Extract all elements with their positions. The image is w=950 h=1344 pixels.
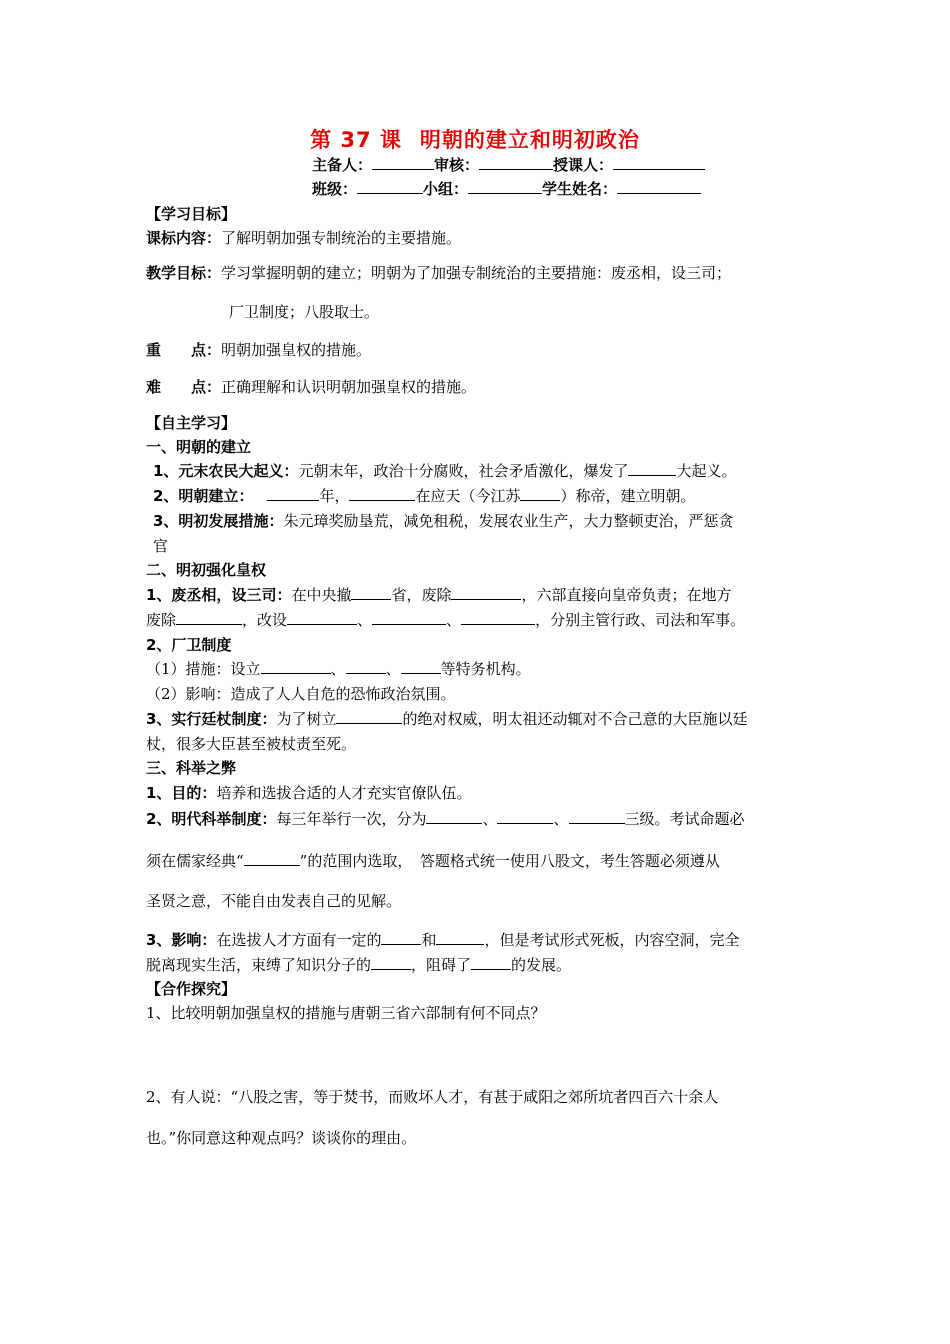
- section-2-title: 二、明初强化皇权: [146, 561, 267, 579]
- s3-item-1-text: 培养和选拔合适的人才充实官僚队伍。: [216, 784, 472, 802]
- s3-item-1-label: 1、目的：: [146, 784, 217, 802]
- coop-header: 【合作探究】: [146, 980, 237, 998]
- teach-label: 教学目标：: [146, 264, 222, 282]
- s2-item-1-text-a: 在中央撤: [291, 586, 352, 604]
- s2-item-2-p1-end: 等特务机构。: [440, 660, 531, 678]
- fill-blank[interactable]: [267, 485, 319, 501]
- key-label: 重 点：: [146, 341, 222, 359]
- s2-item-2-p2: （2）影响：造成了人人自危的恐怖政治氛围。: [146, 685, 456, 703]
- s3-item-1: [146, 782, 471, 804]
- student-label: 学生姓名：: [542, 180, 618, 198]
- s3-item-3-label: 3、影响：: [146, 931, 217, 949]
- class-label: 班级：: [312, 180, 358, 198]
- s2-item-3-text-a: 为了树立: [276, 710, 337, 728]
- s3-item-2: [146, 808, 745, 830]
- s2-item-1-text-d: 废除: [146, 611, 177, 629]
- preparer-label: 主备人：: [312, 156, 373, 174]
- s1-item-1-end: 大起义。: [676, 462, 737, 480]
- standard-label: 课标内容：: [146, 229, 222, 247]
- coop-question-2-cont: 也。”你同意这种观点吗？谈谈你的理由。: [146, 1129, 417, 1147]
- s1-item-3-cont: 官: [153, 537, 169, 555]
- s3-item-2-text-b: 三级。考试命题必: [624, 810, 745, 828]
- teach-text: 学习掌握明朝的建立；明朝为了加强专制统治的主要措施：废丞相，设三司；: [221, 264, 732, 282]
- s1-item-1: [153, 460, 736, 482]
- s2-item-1-text-f: ，分别主管行政、司法和军事。: [535, 611, 746, 629]
- meta-row-2: [312, 178, 701, 199]
- reviewer-blank[interactable]: [479, 154, 553, 170]
- self-study-header: 【自主学习】: [146, 414, 237, 432]
- s3-item-3-text-a: 在选拔人才方面有一定的: [216, 931, 382, 949]
- s3-item-2-label: 2、明代科举制度：: [146, 810, 277, 828]
- s1-item-3: [153, 510, 733, 532]
- s1-item-3-text: 朱元璋奖励垦荒，减免租税，发展农业生产，大力整顿吏治，严惩贪: [283, 512, 734, 530]
- fill-blank[interactable]: [351, 584, 391, 600]
- s2-item-1-text-b: 省，废除: [391, 586, 452, 604]
- s2-item-2-p1-text: （1）措施：设立: [146, 660, 261, 678]
- fill-blank[interactable]: [461, 609, 535, 625]
- s1-item-1-text: 元朝末年，政治十分腐败，社会矛盾激化，爆发了: [298, 462, 629, 480]
- s3-item-2-text-d: ”的范围内选取， 答题格式统一使用八股文，考生答题必须遵从: [299, 852, 720, 870]
- separator: 、: [385, 660, 401, 678]
- s1-item-3-label: 3、明初发展措施：: [153, 512, 284, 530]
- s3-item-2-cont-2: 圣贤之意，不能自由发表自己的见解。: [146, 892, 402, 910]
- s3-item-3-text-b: 和: [421, 931, 437, 949]
- s3-item-3-text-d: 脱离现实生活，束缚了知识分子的: [146, 956, 372, 974]
- page-title: [0, 124, 950, 154]
- lecturer-label: 授课人：: [553, 156, 614, 174]
- s3-item-2-text-a: 每三年举行一次，分为: [276, 810, 427, 828]
- fill-blank[interactable]: [176, 609, 242, 625]
- s1-item-2: [153, 485, 696, 507]
- s3-item-3-text-e: ，阻碍了: [411, 956, 472, 974]
- fill-blank[interactable]: [349, 485, 415, 501]
- fill-blank[interactable]: [569, 808, 625, 824]
- group-label: 小组：: [423, 180, 469, 198]
- goals-header: 【学习目标】: [146, 205, 237, 223]
- separator: 、: [330, 660, 346, 678]
- s3-item-3-text-f: 的发展。: [511, 956, 572, 974]
- fill-blank[interactable]: [520, 485, 560, 501]
- fill-blank[interactable]: [371, 954, 411, 970]
- s2-item-1: [146, 584, 732, 606]
- s2-item-1-text-c: ，六部直接向皇帝负责；在地方: [521, 586, 732, 604]
- fill-blank[interactable]: [261, 658, 331, 674]
- standard-text: 了解明朝加强专制统治的主要措施。: [221, 229, 462, 247]
- fill-blank[interactable]: [381, 929, 421, 945]
- s3-item-3-cont: [146, 954, 571, 976]
- separator: 、: [482, 810, 498, 828]
- fill-blank[interactable]: [628, 460, 676, 476]
- lesson-number: 第 37 课: [310, 128, 402, 152]
- section-1-title: 一、明朝的建立: [146, 438, 252, 456]
- s1-item-2-year: 年，: [319, 487, 350, 505]
- s1-item-2-text: 在应天（今江苏: [415, 487, 521, 505]
- fill-blank[interactable]: [451, 584, 521, 600]
- reviewer-label: 审核：: [434, 156, 480, 174]
- key-text: 明朝加强皇权的措施。: [221, 341, 372, 359]
- fill-blank[interactable]: [287, 609, 357, 625]
- separator: 、: [553, 810, 569, 828]
- s1-item-2-end: ）称帝，建立明朝。: [560, 487, 696, 505]
- preparer-blank[interactable]: [372, 154, 434, 170]
- s2-item-3-label: 3、实行廷杖制度：: [146, 710, 277, 728]
- s2-item-1-cont: [146, 609, 745, 631]
- lesson-title: 明朝的建立和明初政治: [419, 128, 640, 152]
- s1-item-1-label: 1、元末农民大起义：: [153, 462, 299, 480]
- fill-blank[interactable]: [436, 929, 484, 945]
- s2-item-2-title: 2、厂卫制度: [146, 636, 232, 654]
- s3-item-3-text-c: ，但是考试形式死板，内容空洞，完全: [484, 931, 740, 949]
- separator: 、: [357, 611, 373, 629]
- fill-blank[interactable]: [401, 658, 441, 674]
- meta-row-1: [312, 154, 705, 175]
- s3-item-2-cont: [146, 850, 720, 872]
- fill-blank[interactable]: [471, 954, 511, 970]
- section-3-title: 三、科举之弊: [146, 759, 237, 777]
- s2-item-2-p1: [146, 658, 531, 680]
- s2-item-1-label: 1、废丞相，设三司：: [146, 586, 292, 604]
- key-line: [146, 339, 371, 361]
- fill-blank[interactable]: [426, 808, 482, 824]
- coop-question-2: 2、有人说：“八股之害，等于焚书，而败坏人才，有甚于咸阳之郊所坑者四百六十余人: [146, 1088, 719, 1106]
- s3-item-3: [146, 929, 739, 951]
- standard-line: [146, 227, 461, 249]
- teach-line-cont: 厂卫制度；八股取士。: [229, 303, 380, 321]
- lecturer-blank[interactable]: [613, 154, 705, 170]
- student-blank[interactable]: [617, 178, 701, 194]
- s1-item-2-label: 2、明朝建立：: [153, 487, 254, 505]
- s2-item-3: [146, 708, 747, 730]
- s2-item-3-cont: 杖，很多大臣甚至被杖责至死。: [146, 735, 357, 753]
- fill-blank[interactable]: [244, 850, 300, 866]
- class-blank[interactable]: [357, 178, 423, 194]
- difficulty-label: 难 点：: [146, 378, 222, 396]
- fill-blank[interactable]: [336, 708, 402, 724]
- difficulty-text: 正确理解和认识明朝加强皇权的措施。: [221, 378, 477, 396]
- teach-line: [146, 262, 731, 284]
- s2-item-1-text-e: ，改设: [242, 611, 288, 629]
- separator: 、: [446, 611, 462, 629]
- fill-blank[interactable]: [497, 808, 553, 824]
- coop-question-1: 1、比较明朝加强皇权的措施与唐朝三省六部制有何不同点？: [146, 1004, 546, 1022]
- group-blank[interactable]: [468, 178, 542, 194]
- difficulty-line: [146, 376, 476, 398]
- fill-blank[interactable]: [372, 609, 446, 625]
- s2-item-3-text-b: 的绝对权威，明太祖还动辄对不合己意的大臣施以廷: [402, 710, 748, 728]
- fill-blank[interactable]: [346, 658, 386, 674]
- s3-item-2-text-c: 须在儒家经典“: [146, 852, 244, 870]
